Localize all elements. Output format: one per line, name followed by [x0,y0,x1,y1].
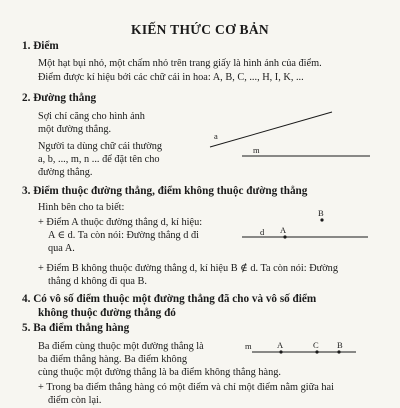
section-2-line-5: đường thẳng. [38,167,93,178]
lines-a-m-figure [200,110,380,170]
collinear-points-figure [242,338,392,362]
section-1-heading: 1. Điểm [22,40,59,52]
section-3-bullet-1-line-1: + Điểm A thuộc đường thẳng d, kí hiệu: [38,217,203,228]
section-5-line-3: cùng thuộc một đường thẳng là ba điểm không thẳng hàng. [38,367,281,378]
label-m: m [253,145,260,155]
point-A [283,235,286,238]
section-3-bullet-2-line-1: + Điểm B không thuộc đường thẳng d, kí hiệu B ∉ d. Ta còn nói: Đường [38,263,338,274]
label-d: d [260,227,265,237]
page-title: KIẾN THỨC CƠ BẢN [131,22,269,37]
section-5-line-1: Ba điểm cùng thuộc một đường thẳng là [38,341,204,352]
label-a: a [214,131,218,141]
section-3-bullet-1-line-3: qua A. [48,243,75,254]
section-2-heading: 2. Đường thẳng [22,92,97,104]
section-5-line-2: ba điểm thẳng hàng. Ba điểm không [38,354,187,365]
section-1-line-2: Điểm được kí hiệu bởi các chữ cái in hoa: A, B, C, ..., H, I, K, ... [38,72,304,83]
label-A-5: A [277,340,284,350]
label-m-5: m [245,341,252,351]
line-a [210,112,332,147]
section-5-heading: 5. Ba điểm thẳng hàng [22,322,130,334]
section-2-line-3: Người ta dùng chữ cái thường [38,141,162,152]
section-3-bullet-2-line-2: thẳng d không đi qua B. [48,276,147,287]
section-2-line-2: một đường thẳng. [38,124,112,135]
section-3-heading: 3. Điểm thuộc đường thẳng, điểm không thuộc đường thẳng [22,185,308,197]
label-B-5: B [337,340,343,350]
section-1-line-1: Một hạt bụi nhỏ, một chấm nhỏ trên trang giấy là hình ảnh của điểm. [38,58,322,69]
point-B-5 [337,350,340,353]
point-line-figure [238,205,388,245]
section-2-line-4: a, b, ..., m, n ... để đặt tên cho [38,154,160,165]
label-B: B [318,208,324,218]
section-5-line-5: điểm còn lại. [48,395,102,406]
point-C-5 [315,350,318,353]
point-B [320,218,323,221]
section-2-line-1: Sợi chỉ căng cho hình ảnh [38,111,145,122]
point-A-5 [279,350,282,353]
label-A: A [280,225,287,235]
section-3-intro: Hình bên cho ta biết: [38,202,125,213]
section-5-line-4: + Trong ba điểm thẳng hàng có một điểm và chỉ một điểm nằm giữa hai [38,382,334,393]
section-4-heading-line-2: không thuộc đường thẳng đó [38,307,176,319]
section-3-bullet-1-line-2: A ∈ d. Ta còn nói: Đường thẳng d đi [48,230,200,241]
section-4-heading-line-1: 4. Có vô số điểm thuộc một đường thẳng đã cho và vô số điểm [22,293,317,305]
label-C-5: C [313,340,319,350]
